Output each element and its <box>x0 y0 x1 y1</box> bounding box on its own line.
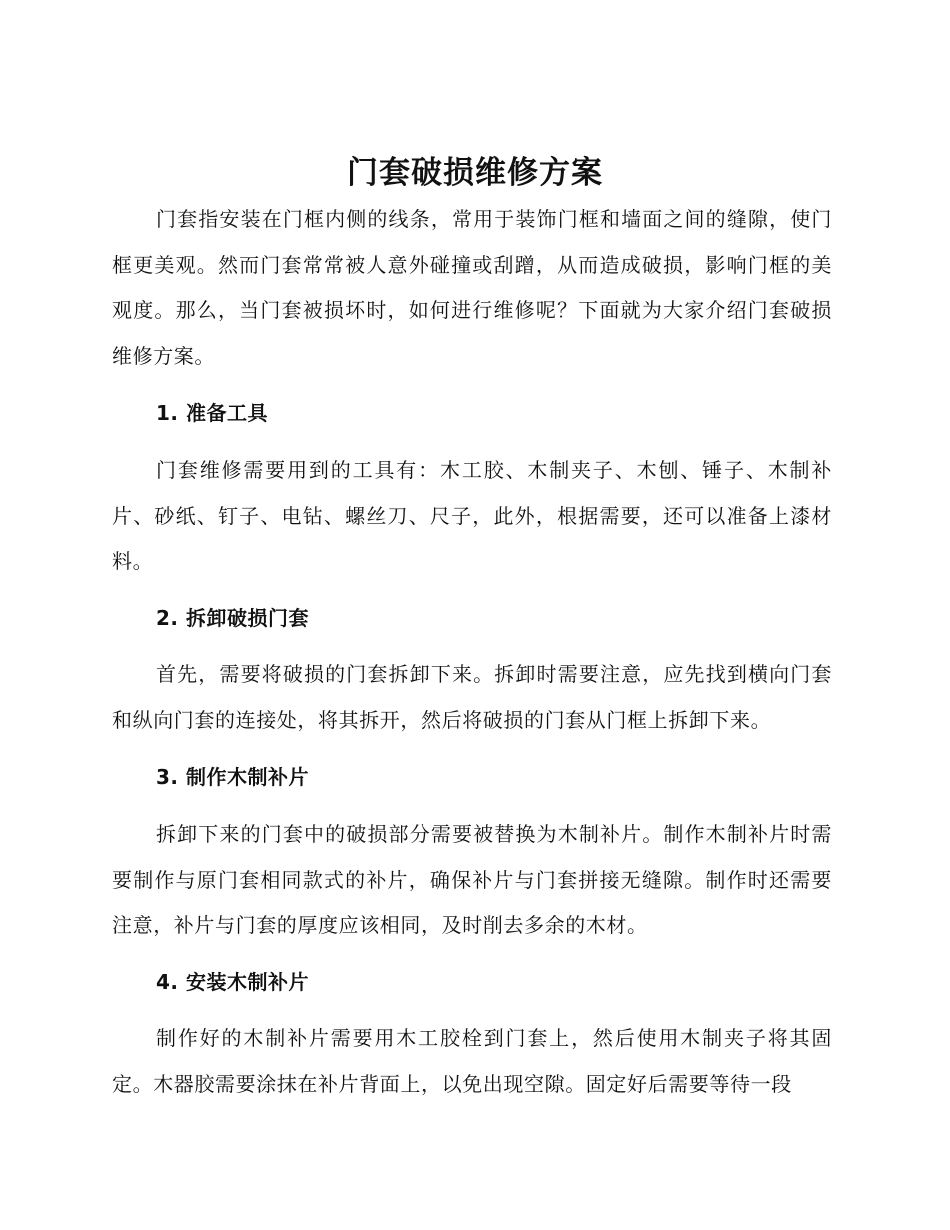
section-heading-3: 3. 制作木制补片 <box>156 765 309 789</box>
section-heading-2: 2. 拆卸破损门套 <box>156 606 309 630</box>
section-body-3: 拆卸下来的门套中的破损部分需要被替换为木制补片。制作木制补片时需要制作与原门套相同款式的补片，确保补片与门套拼接无缝隙。制作时还需要注意，补片与门套的厚度应该相同，及时削去多余的木材。 <box>112 822 832 937</box>
document-title: 门套破损维修方案 <box>347 155 603 191</box>
section-body-4: 制作好的木制补片需要用木工胶栓到门套上，然后使用木制夹子将其固定。木器胶需要涂抹在补片背面上，以免出现空隙。固定好后需要等待一段 <box>112 1026 832 1096</box>
intro-paragraph: 门套指安装在门框内侧的线条，常用于装饰门框和墙面之间的缝隙，使门框更美观。然而门套常常被人意外碰撞或刮蹭，从而造成破损，影响门框的美观度。那么，当门套被损坏时，如何进行维修呢？下面就为大家介绍门套破损维修方案。 <box>112 207 832 368</box>
section-body-2: 首先，需要将破损的门套拆卸下来。拆卸时需要注意，应先找到横向门套和纵向门套的连接处，将其拆开，然后将破损的门套从门框上拆卸下来。 <box>112 662 832 732</box>
section-heading-1: 1. 准备工具 <box>156 401 268 425</box>
section-heading-4: 4. 安装木制补片 <box>156 970 309 994</box>
section-body-1: 门套维修需要用到的工具有：木工胶、木制夹子、木刨、锤子、木制补片、砂纸、钉子、电钻、螺丝刀、尺子，此外，根据需要，还可以准备上漆材料。 <box>112 458 832 573</box>
